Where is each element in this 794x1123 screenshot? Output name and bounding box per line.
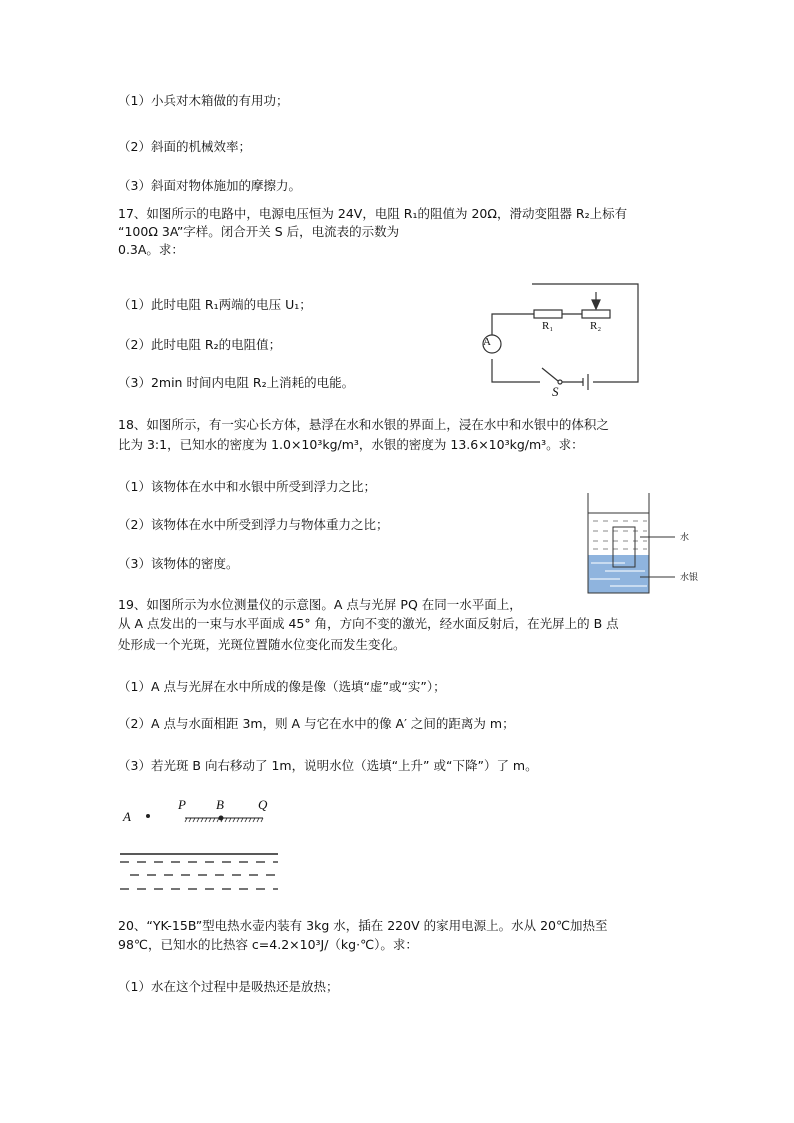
q18-stem-line: 比为 3:1，已知水的密度为 1.0×10³kg/m³，水银的密度为 13.6×10³kg/m³。求： bbox=[118, 437, 584, 452]
q20-stem-line: 98℃，已知水的比热容 c=4.2×10³J/（kg·℃）。求： bbox=[118, 937, 418, 952]
q18-part-3: （3）该物体的密度。 bbox=[118, 556, 239, 571]
mercury-label: 水银 bbox=[680, 573, 699, 583]
q17-stem-line: 17、如图所示的电路中，电源电压恒为 24V，电阻 R₁的阻值为 20Ω，滑动变阻器 R₂上标有 bbox=[118, 206, 628, 221]
point-q-label: Q bbox=[258, 797, 268, 812]
q17-stem-line: “100Ω 3A”字样。闭合开关 S 后，电流表的示数为 bbox=[118, 224, 400, 239]
q17-part-1: （1）此时电阻 R₁两端的电压 U₁； bbox=[118, 297, 312, 312]
q19-part-1: （1）A 点与光屏在水中所成的像是像（选填“虚”或“实”）； bbox=[118, 679, 446, 694]
q18-part-1: （1）该物体在水中和水银中所受到浮力之比； bbox=[118, 479, 376, 494]
q19-stem-line: 19、如图所示为水位测量仪的示意图。A 点与光屏 PQ 在同一水平面上， bbox=[118, 597, 522, 612]
container-diagram bbox=[585, 493, 705, 598]
q20-stem-line: 20、“YK-15B”型电热水壶内装有 3kg 水，插在 220V 的家用电源上。水从 20℃加热至 bbox=[118, 918, 608, 933]
circuit-diagram bbox=[480, 282, 650, 397]
q20-part-1: （1）水在这个过程中是吸热还是放热； bbox=[118, 979, 339, 994]
switch-label: S bbox=[552, 384, 559, 399]
r1-label: R₁ bbox=[542, 320, 554, 332]
q16-part-3: （3）斜面对物体施加的摩擦力。 bbox=[118, 178, 301, 193]
q19-part-2: （2）A 点与水面相距 3m，则 A 与它在水中的像 A′ 之间的距离为 m； bbox=[118, 716, 515, 731]
q17-stem-line: 0.3A。求： bbox=[118, 242, 184, 257]
point-a-label: A bbox=[123, 809, 131, 824]
water-level-diagram bbox=[115, 795, 285, 895]
point-b-label: B bbox=[216, 797, 224, 812]
q19-stem-line: 处形成一个光斑，光斑位置随水位变化而发生变化。 bbox=[118, 637, 406, 652]
q18-part-2: （2）该物体在水中所受到浮力与物体重力之比； bbox=[118, 517, 389, 532]
r2-label: R₂ bbox=[590, 320, 602, 332]
q18-stem-line: 18、如图所示，有一实心长方体，悬浮在水和水银的界面上，浸在水中和水银中的体积之 bbox=[118, 417, 609, 432]
q19-stem-line: 从 A 点发出的一束与水平面成 45° 角，方向不变的激光，经水面反射后，在光屏上的 B 点 bbox=[118, 616, 619, 631]
q16-part-1: （1）小兵对木箱做的有用功； bbox=[118, 93, 289, 108]
point-p-label: P bbox=[178, 797, 186, 812]
q17-part-3: （3）2min 时间内电阻 R₂上消耗的电能。 bbox=[118, 375, 355, 390]
q17-part-2: （2）此时电阻 R₂的电阻值； bbox=[118, 337, 282, 352]
q16-part-2: （2）斜面的机械效率； bbox=[118, 139, 251, 154]
ammeter-label: A bbox=[483, 336, 491, 348]
water-label: 水 bbox=[680, 533, 690, 543]
q19-part-3: （3）若光斑 B 向右移动了 1m，说明水位（选填“上升” 或“下降”）了 m。 bbox=[118, 758, 538, 773]
